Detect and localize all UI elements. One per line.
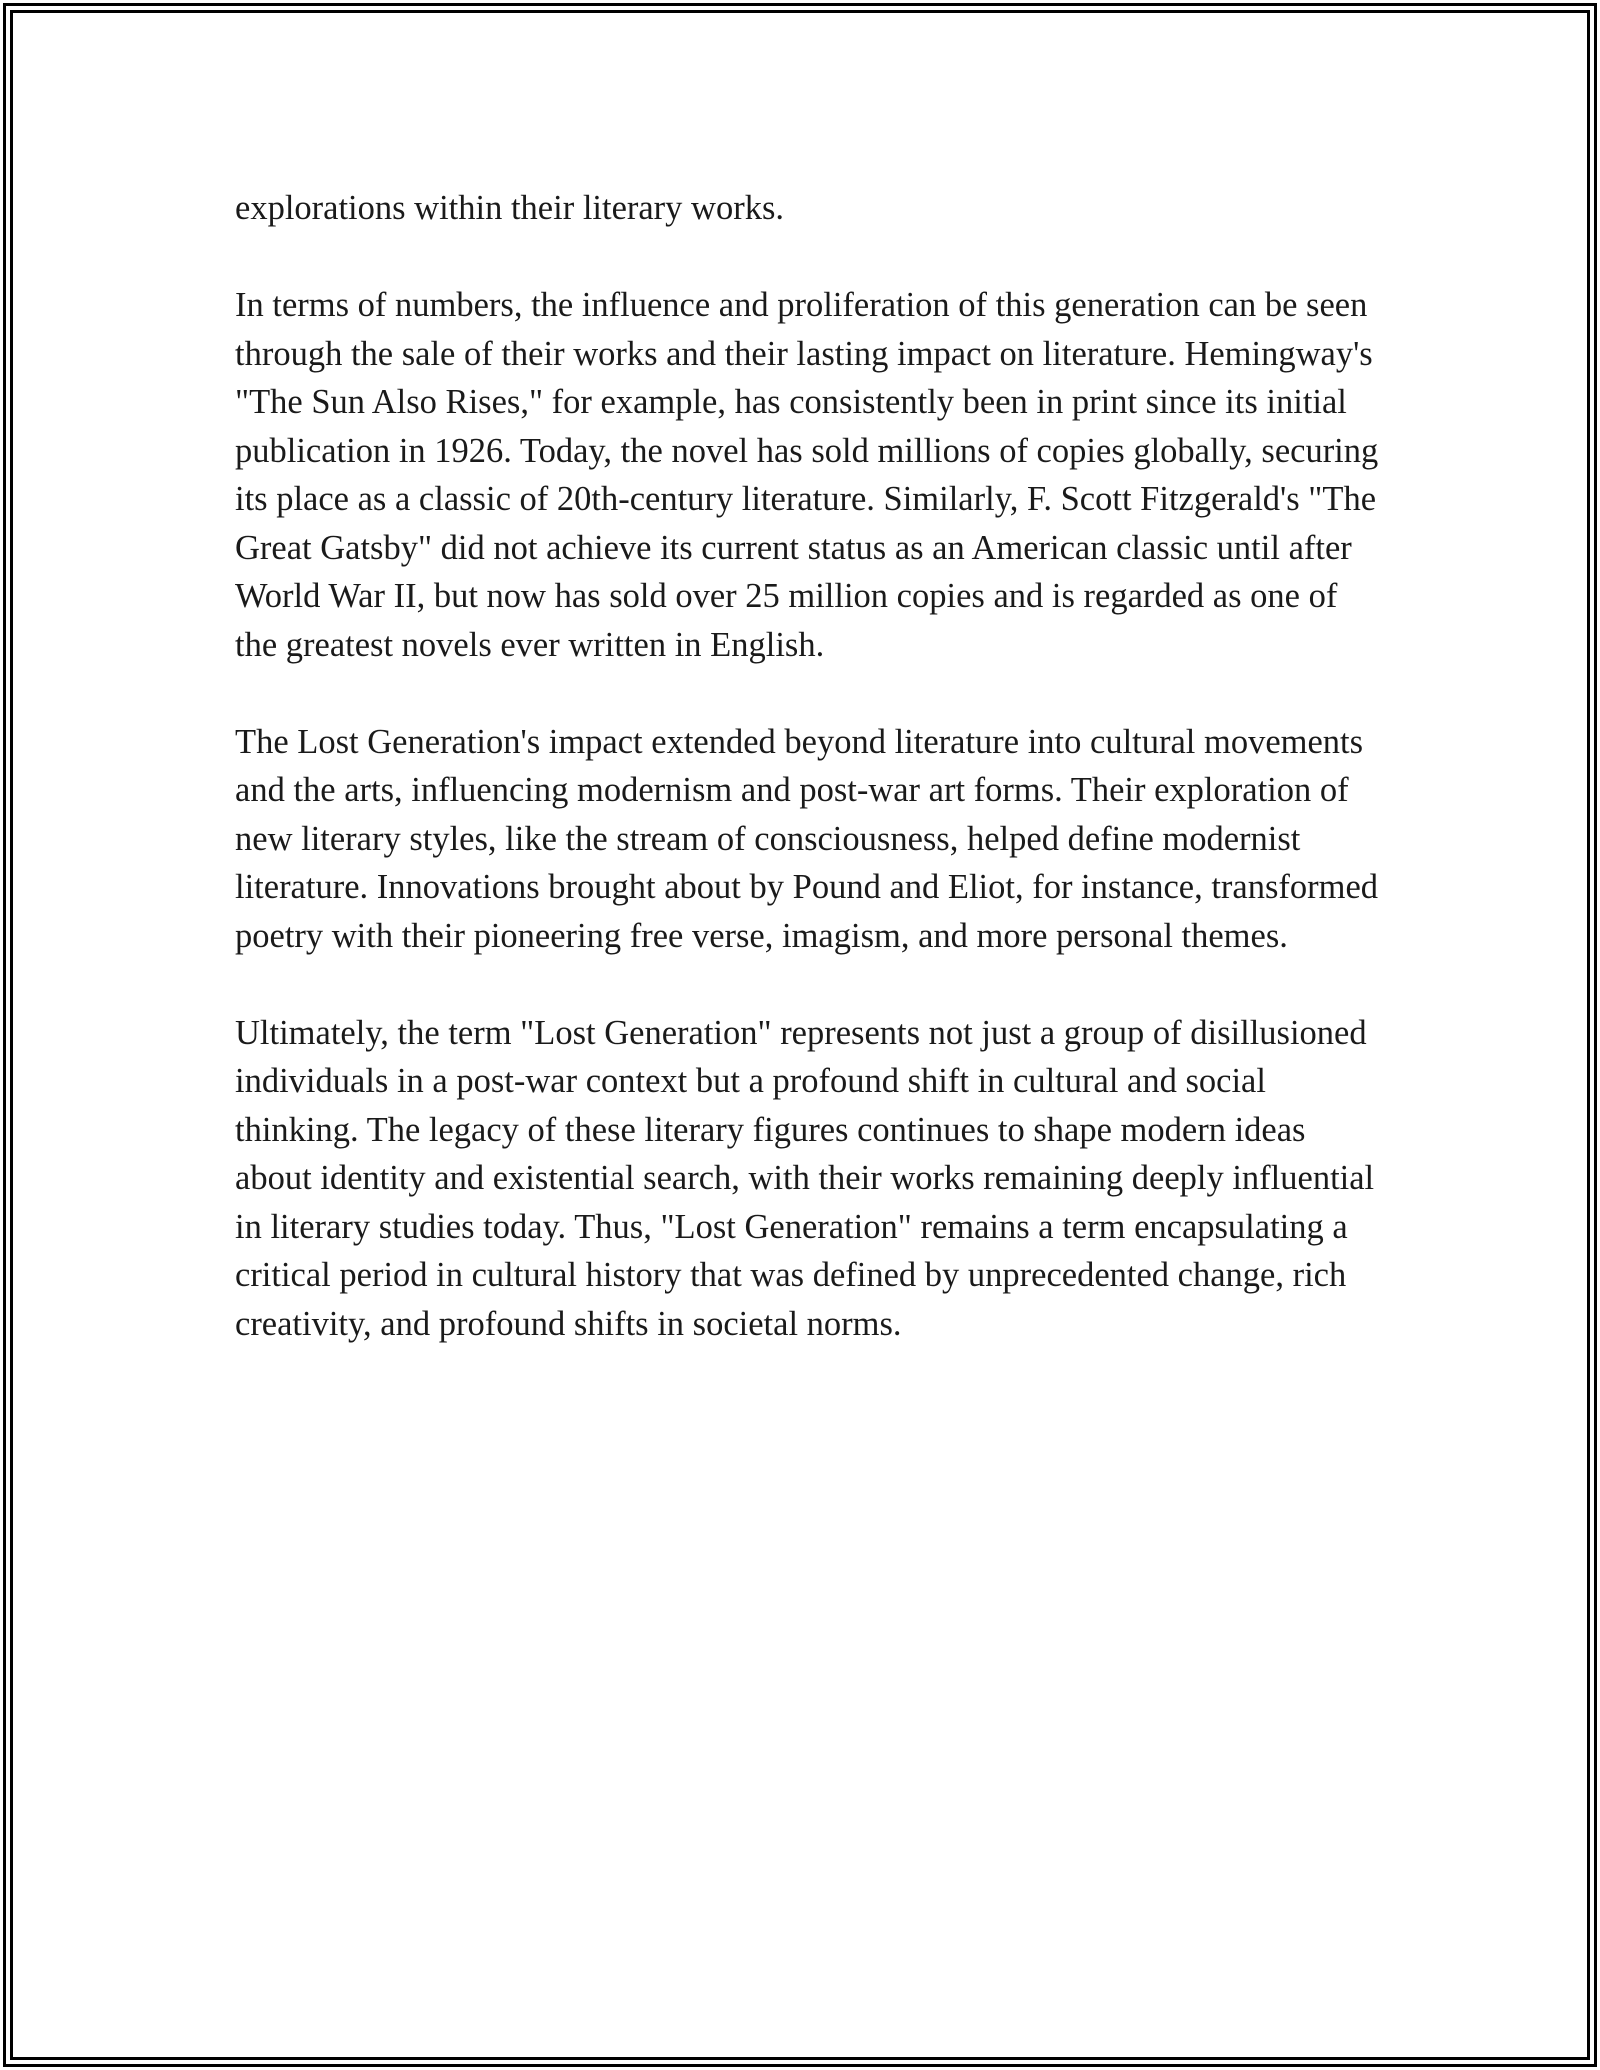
- paragraph-cultural-impact: The Lost Generation's impact extended beyond literature into cultural movements and the arts, influencing modernism and post-war art forms. Their exploration of new literary styles, like the stream of consciousness, helped define modernist literature. Innovations brought about by Pound and Eliot, for instance, transformed poetry with their pioneering free verse, imagism, and more personal themes.: [235, 722, 1379, 955]
- paragraph-continuation: explorations within their literary works.: [235, 189, 785, 227]
- document-body: [235, 184, 1385, 1397]
- paragraph-conclusion: Ultimately, the term "Lost Generation" represents not just a group of disillusioned individuals in a post-war context but a profound shift in cultural and social thinking. The legacy of these literary figures continues to shape modern ideas about identity and existential search, with their works remaining deeply influential in literary studies today. Thus, "Lost Generation" remains a term encapsulating a critical period in cultural history that was defined by unprecedented change, rich creativity, and profound shifts in societal norms.: [235, 1013, 1375, 1343]
- paragraph-sales-numbers: In terms of numbers, the influence and proliferation of this generation can be seen through the sale of their works and their lasting impact on literature. Hemingway's "The Sun Also Rises," for example, has consistently been in print since its initial publication in 1926. Today, the novel has sold millions of copies globally, securing its place as a classic of 20th-century literature. Similarly, F. Scott Fitzgerald's "The Great Gatsby" did not achieve its current status as an American classic until after World War II, but now has sold over 25 million copies and is regarded as one of the greatest novels ever written in English.: [235, 286, 1379, 664]
